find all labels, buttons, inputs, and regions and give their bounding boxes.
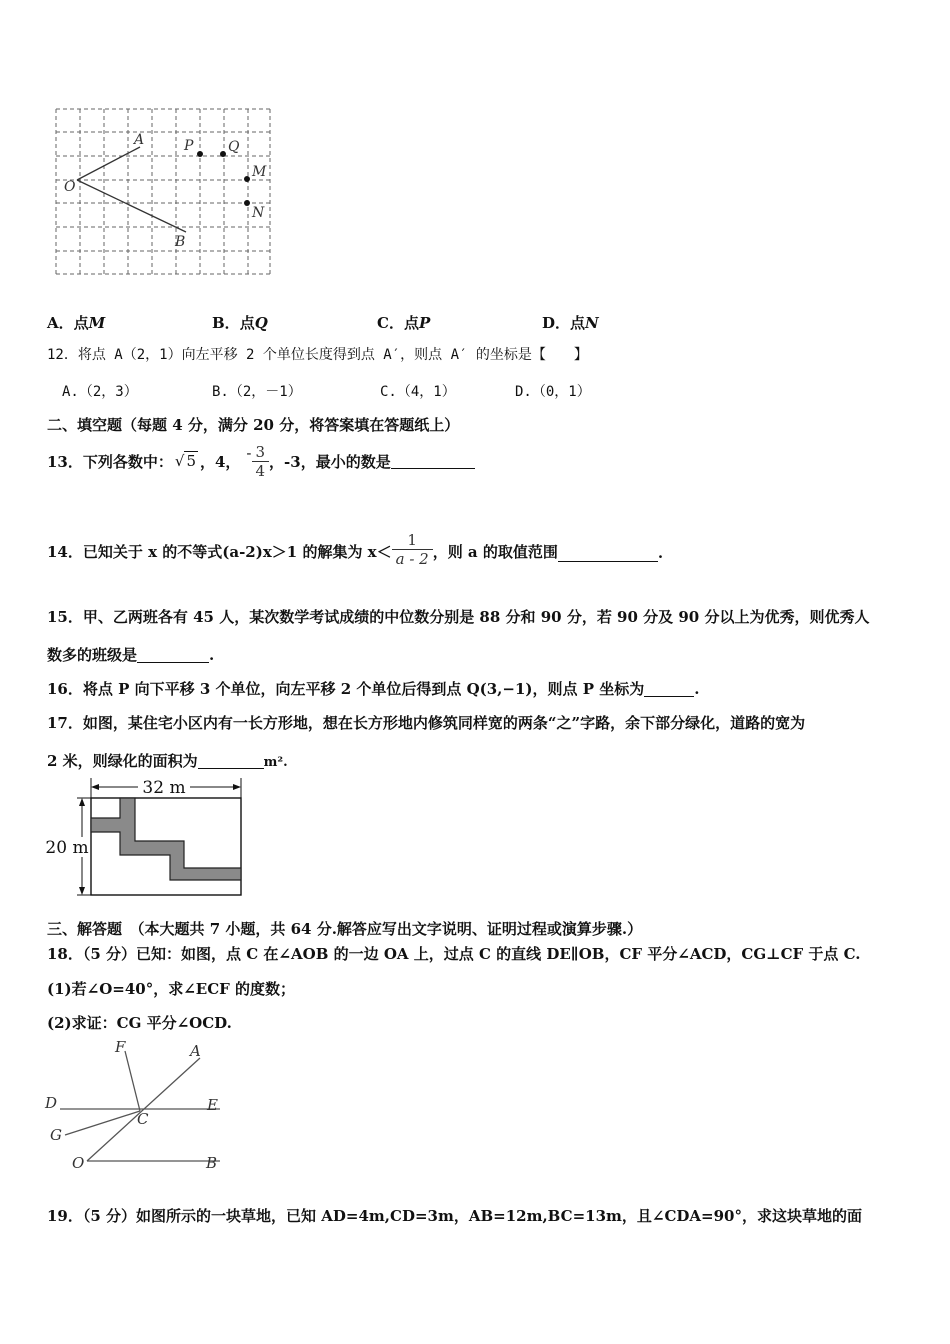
- arrow-down: [79, 887, 85, 895]
- fraction-one-over-a-minus-2: $\frac{1}{a - 2}$: [392, 531, 433, 568]
- line-CF: [125, 1051, 140, 1111]
- label-D: D: [45, 1094, 58, 1112]
- q15-line2: 数多的班级是 .: [47, 646, 215, 664]
- q12-text: 12．将点 A（2，1）向左平移 2 个单位长度得到点 A′，则点 A′ 的坐标是【 】: [47, 347, 588, 363]
- arrow-up: [79, 798, 85, 806]
- height-label: 20 m: [45, 838, 89, 858]
- arrow-right: [233, 784, 241, 790]
- point-N: [244, 200, 250, 206]
- q11-option-b: B．点Q: [212, 314, 268, 332]
- label-A: A: [134, 132, 145, 148]
- q11-option-d: D．点N: [542, 314, 599, 332]
- q19-text: 19．（5 分）如图所示的一块草地，已知 AD=4m,CD=3m，AB=12m,BC=13m，且∠CDA=90°，求这块草地的面: [47, 1207, 862, 1225]
- label-E: E: [207, 1096, 218, 1114]
- label-C: C: [137, 1110, 149, 1128]
- q18-angle-figure: [40, 1038, 240, 1173]
- q12-option-d: D.（0，1）: [515, 384, 591, 400]
- q18-part1: (1)若∠O=40°，求∠ECF 的度数；: [47, 980, 296, 998]
- q11-option-a: A．点M: [47, 314, 106, 332]
- q13: 13．下列各数中： √ 5 ，4， - $\frac{3}{4}$ ，-3，最小的数是: [47, 438, 475, 484]
- grid-lines: [56, 109, 270, 274]
- point-P: [197, 151, 203, 157]
- sqrt-five: √ 5: [174, 452, 196, 470]
- label-Q: Q: [228, 139, 240, 155]
- q18-text: 18．（5 分）已知：如图，点 C 在∠AOB 的一边 OA 上，过点 C 的直线 DE∥OB，CF 平分∠ACD，CG⊥CF 于点 C.: [47, 945, 861, 963]
- q14: 14．已知关于 x 的不等式(a-2)x＞1 的解集为 x＜ $\frac{1}{a - 2}$ ，则 a 的取值范围 .: [47, 531, 664, 568]
- q11-option-c: C．点P: [377, 314, 431, 332]
- q17-road-figure: [42, 772, 252, 902]
- width-label: 32 m: [142, 778, 186, 798]
- q17-line1: 17．如图，某住宅小区内有一长方形地，想在长方形地内修筑同样宽的两条“之”字路，余下部分绿化，道路的宽为: [47, 714, 806, 732]
- label-N: N: [252, 205, 265, 221]
- label-O: O: [64, 179, 76, 195]
- q15-answer-blank[interactable]: [137, 647, 209, 663]
- label-B: B: [206, 1154, 218, 1172]
- ray-OA: [77, 147, 140, 180]
- q13-answer-blank[interactable]: [391, 453, 475, 469]
- q12-option-c: C.（4，1）: [380, 384, 456, 400]
- label-B: B: [175, 234, 186, 250]
- q12-option-b: B.（2，－1）: [212, 384, 302, 400]
- q14-answer-blank[interactable]: [558, 546, 658, 562]
- label-F: F: [115, 1038, 126, 1056]
- point-M: [244, 176, 250, 182]
- arrow-left: [91, 784, 99, 790]
- q17-answer-blank[interactable]: [198, 753, 264, 769]
- label-A: A: [190, 1042, 201, 1060]
- q17-line2: 2 米，则绿化的面积为 m².: [47, 752, 288, 770]
- q18-part2: (2)求证：CG 平分∠OCD.: [47, 1014, 232, 1032]
- section-2-heading: 二、填空题（每题 4 分，满分 20 分，将答案填在答题纸上）: [47, 416, 460, 434]
- label-G: G: [50, 1126, 62, 1144]
- label-M: M: [252, 164, 267, 180]
- ray-OB: [77, 180, 186, 232]
- section-3-heading: 三、解答题 （本大题共 7 小题，共 64 分.解答应写出文字说明、证明过程或演算步骤.）: [47, 920, 643, 938]
- q16-answer-blank[interactable]: [644, 681, 694, 697]
- label-O: O: [72, 1154, 85, 1172]
- q12-option-a: A.（2，3）: [62, 384, 138, 400]
- q15-line1: 15．甲、乙两班各有 45 人，某次数学考试成绩的中位数分别是 88 分和 90 分，若 90 分及 90 分以上为优秀，则优秀人: [47, 608, 870, 626]
- point-Q: [220, 151, 226, 157]
- fraction-three-quarters: $\frac{3}{4}$: [252, 443, 270, 480]
- q11-grid-figure: [52, 104, 277, 282]
- label-P: P: [184, 138, 194, 154]
- q16: 16．将点 P 向下平移 3 个单位，向左平移 2 个单位后得到点 Q(3,−1)，则点 P 坐标为 .: [47, 680, 700, 698]
